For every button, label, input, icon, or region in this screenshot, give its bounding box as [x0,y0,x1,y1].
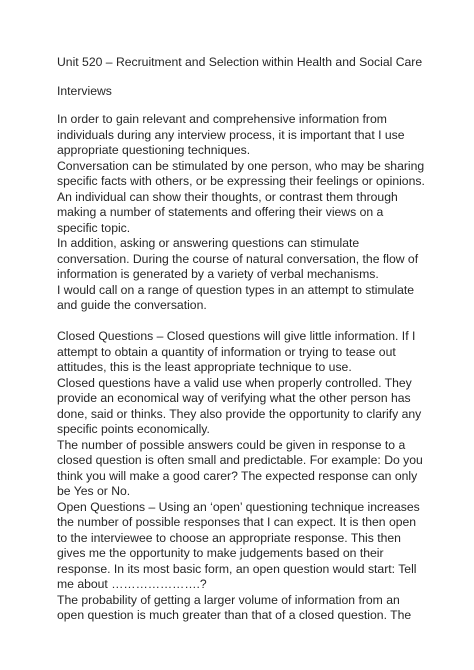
paragraph-spacer [57,314,427,330]
paragraph: In addition, asking or answering questions can stimulate conversation. During the course of natural conversation, the flow of information is generated by a variety of verbal mechanisms. [57,236,419,281]
document-title: Unit 520 – Recruitment and Selection within Health and Social Care [57,55,423,69]
paragraph: In order to gain relevant and comprehensive information from individuals during any interview process, it is important that I use appropriate questioning techniques. [57,112,405,157]
section-heading-interviews: Interviews [57,83,112,98]
paragraph: An individual can show their thoughts, or contrast them through making a number of statements and offering their views on a specific topic. [57,189,398,235]
paragraph: The number of possible answers could be given in response to a closed question is often small and predictable. For example: Do you think you will make a good carer? The expected response can only be Yes or No. [57,437,423,498]
paragraph-closed-questions: Closed Questions – Closed questions will give little information. If I attempt to obtain a quantity of information or trying to tease out attitudes, this is the least appropriate technique to use. [57,329,416,374]
paragraph: The probability of getting a larger volume of information from an open question is much greater than that of a closed question. The [57,592,412,622]
paragraph: Closed questions have a valid use when properly controlled. They provide an economical way of verifying what the other person has done, said or thinks. They also provide the opportunity to clarify any specific points economically. [57,375,422,436]
paragraph: I would call on a range of question types in an attempt to stimulate and guide the conversation. [57,282,415,312]
document-body [57,55,427,624]
paragraph: Conversation can be stimulated by one person, who may be sharing specific facts with others, or be expressing their feelings or opinions. [57,158,425,188]
paragraph-open-questions: Open Questions – Using an ‘open’ questioning technique increases the number of possible responses that I can expect. It is then open to the interviewee to choose an appropriate response. This then gives me the opportunity to make judgements based on their response. In its most basic form, an open question would start: Tell me about ………………….? [57,499,420,591]
